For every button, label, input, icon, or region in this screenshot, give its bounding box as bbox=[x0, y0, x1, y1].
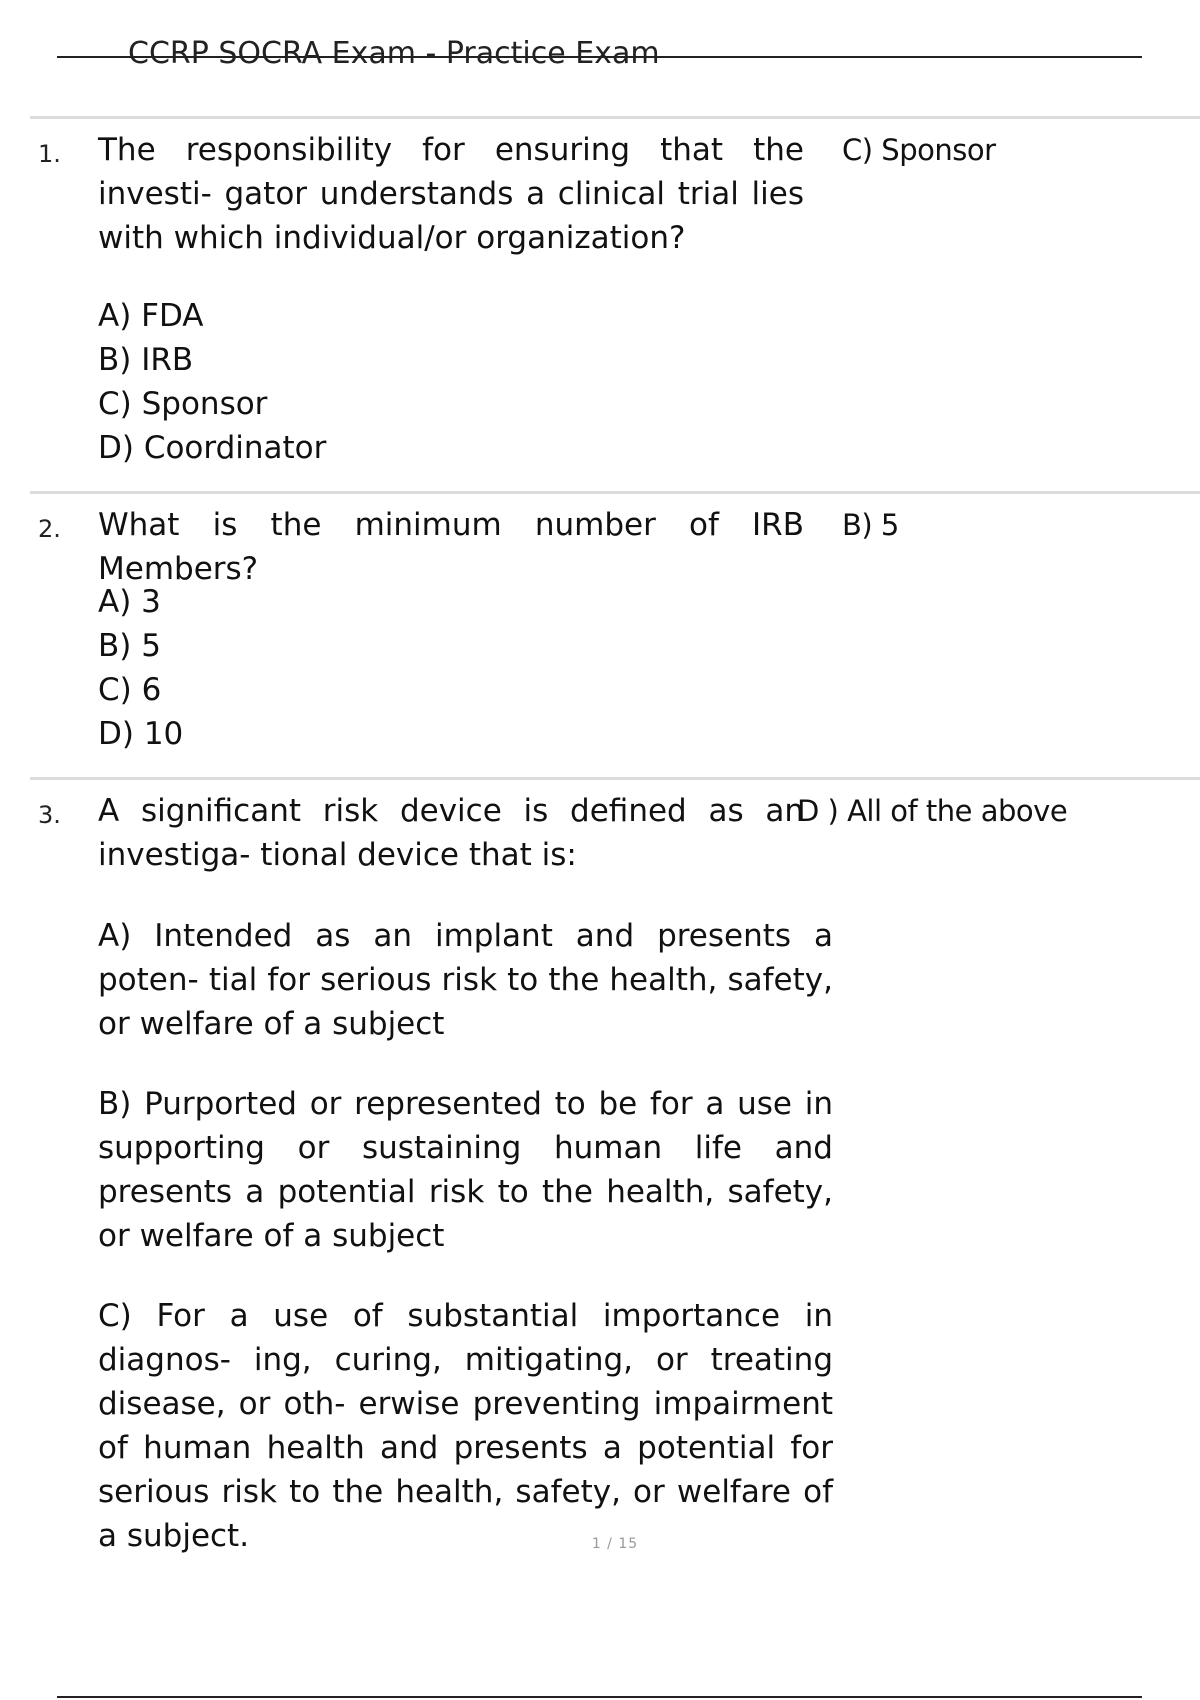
option-a: A) Intended as an implant and presents a poten- tial for serious risk to the health, safety, or welfare of a subject bbox=[98, 918, 833, 1042]
option-a: A) 3 bbox=[98, 584, 161, 620]
option-c: C) For a use of substantial importance in diagnos- ing, curing, mitigating, or treating disease, or oth- erwise preventing impairment of human health and presents a potential for serious risk to the health, safety, or welfare of a subject. bbox=[98, 1298, 833, 1554]
options-list bbox=[98, 580, 183, 756]
document-title: CCRP SOCRA Exam - Practice Exam bbox=[128, 36, 660, 71]
question-divider bbox=[30, 116, 1200, 119]
option-c: C) Sponsor bbox=[98, 386, 268, 422]
option-b: B) IRB bbox=[98, 342, 194, 378]
page-number: 1 / 15 bbox=[591, 1536, 639, 1552]
footer-rule bbox=[57, 1696, 1142, 1698]
question-text: What is the minimum number of IRB Members? bbox=[98, 507, 804, 587]
options-list bbox=[98, 914, 833, 1558]
question-text: A significant risk device is defined as an investiga- tional device that is: bbox=[98, 793, 804, 873]
answer-text: B) 5 bbox=[842, 508, 899, 542]
question-text: The responsibility for ensuring that the investi- gator understands a clinical trial lies with which individual/or organization? bbox=[98, 132, 804, 256]
options-list bbox=[98, 294, 326, 470]
question-divider bbox=[30, 491, 1200, 494]
option-d: D) Coordinator bbox=[98, 430, 327, 466]
question-divider bbox=[30, 777, 1200, 780]
answer-text: C) Sponsor bbox=[842, 133, 996, 167]
answer-text: D ) All of the above bbox=[797, 794, 1068, 828]
option-c: C) 6 bbox=[98, 672, 162, 708]
question-number: 2. bbox=[38, 515, 61, 543]
question-number: 1. bbox=[38, 140, 61, 168]
option-a: A) FDA bbox=[98, 298, 204, 334]
option-b: B) Purported or represented to be for a use in supporting or sustaining human life and presents a potential risk to the health, safety, or welfare of a subject bbox=[98, 1086, 833, 1254]
option-b: B) 5 bbox=[98, 628, 161, 664]
question-number: 3. bbox=[38, 801, 61, 829]
option-d: D) 10 bbox=[98, 716, 184, 752]
